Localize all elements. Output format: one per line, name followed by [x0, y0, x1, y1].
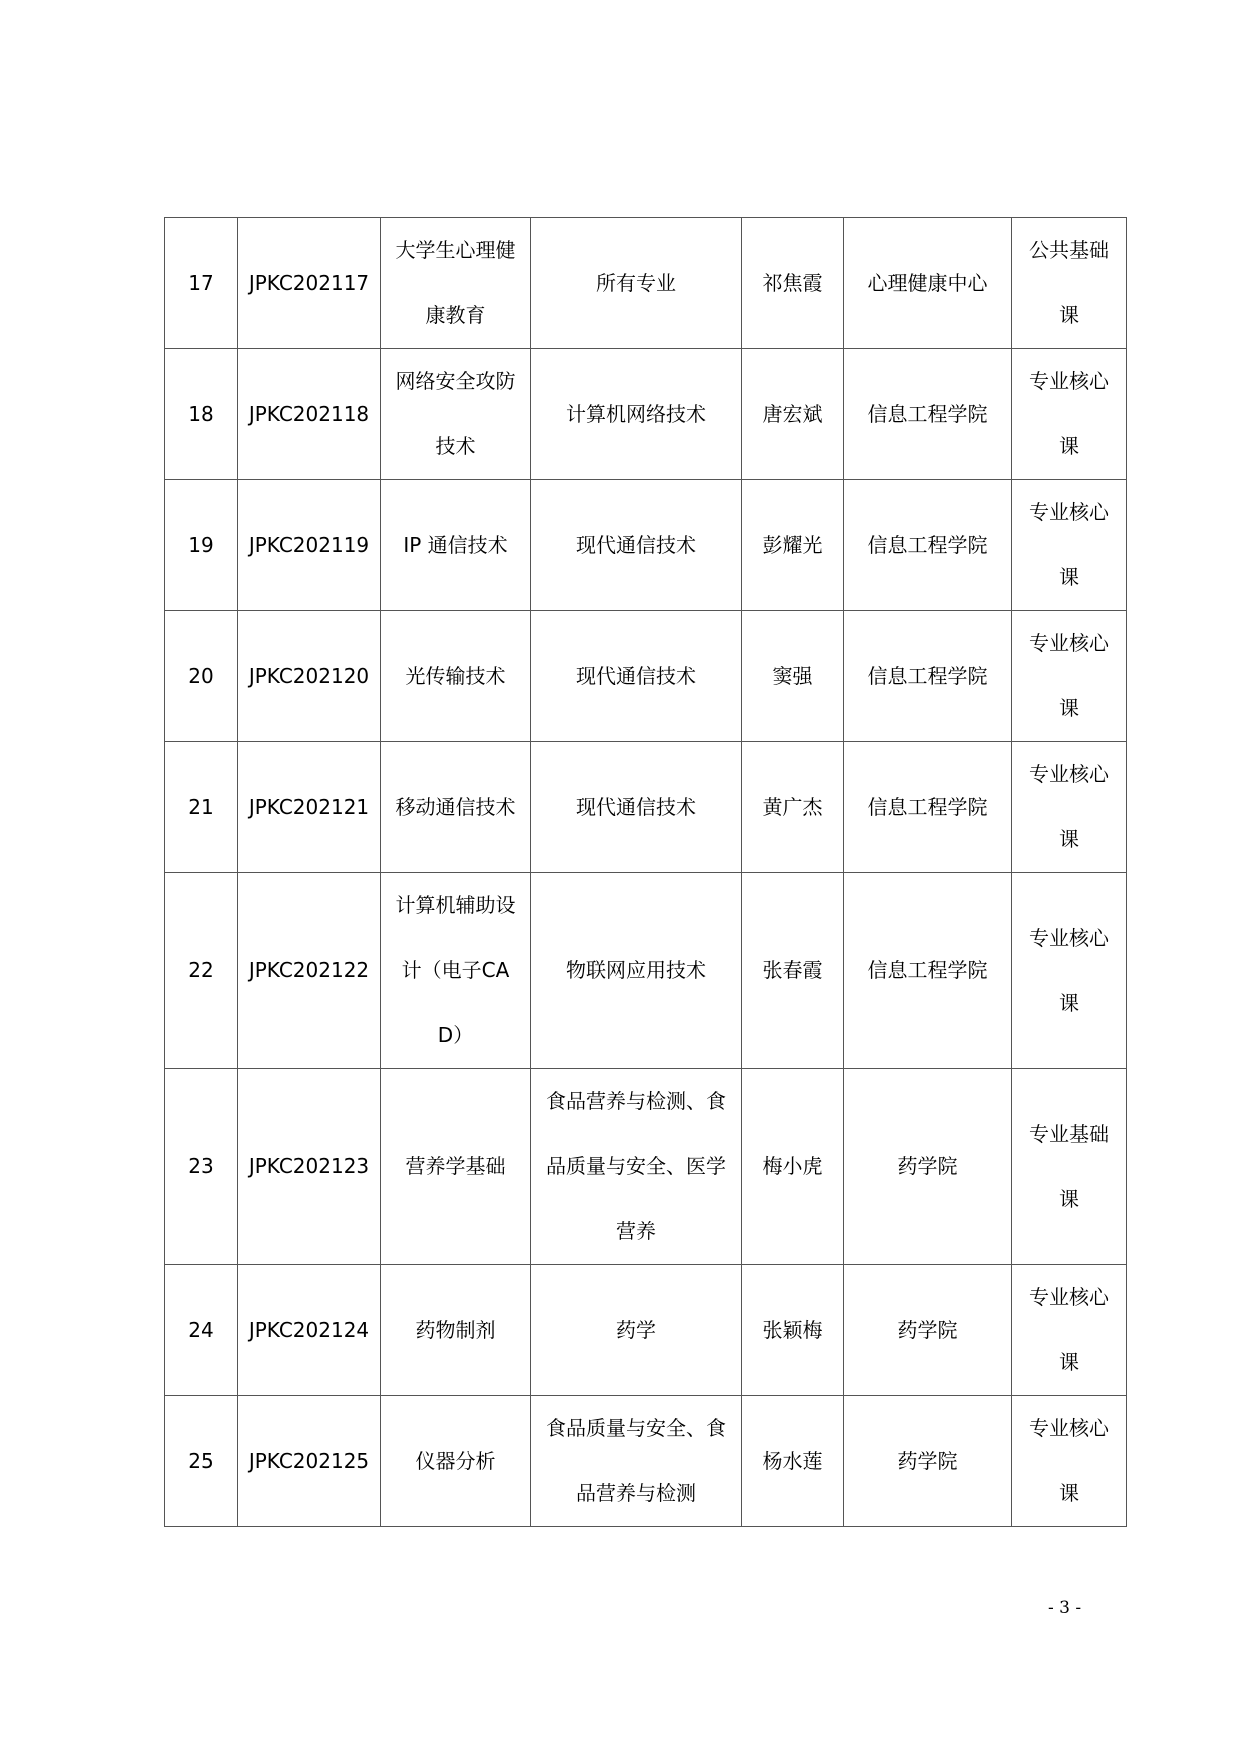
major-name-cell: 物联网应用技术: [531, 873, 742, 1069]
course-code-cell: JPKC202123: [238, 1069, 381, 1265]
course-type-cell: 专业核心课: [1012, 349, 1127, 480]
college-name-cell: 信息工程学院: [844, 873, 1012, 1069]
course-type-cell: 公共基础课: [1012, 218, 1127, 349]
row-number-cell: 23: [165, 1069, 238, 1265]
college-name-cell: 信息工程学院: [844, 349, 1012, 480]
major-name-cell: 计算机网络技术: [531, 349, 742, 480]
table-row: [165, 873, 1127, 1069]
row-number-cell: 22: [165, 873, 238, 1069]
teacher-name-cell: 张春霞: [742, 873, 844, 1069]
course-name-cell: 仪器分析: [381, 1396, 531, 1527]
college-name-cell: 信息工程学院: [844, 742, 1012, 873]
course-code-cell: JPKC202117: [238, 218, 381, 349]
table-row: [165, 611, 1127, 742]
course-code-cell: JPKC202125: [238, 1396, 381, 1527]
college-name-cell: 信息工程学院: [844, 611, 1012, 742]
course-type-cell: 专业核心课: [1012, 873, 1127, 1069]
table-row: [165, 1396, 1127, 1527]
college-name-cell: 药学院: [844, 1265, 1012, 1396]
course-type-cell: 专业核心课: [1012, 742, 1127, 873]
course-code-cell: JPKC202119: [238, 480, 381, 611]
teacher-name-cell: 杨水莲: [742, 1396, 844, 1527]
table-body: [165, 218, 1127, 1527]
course-name-cell: 网络安全攻防技术: [381, 349, 531, 480]
row-number-cell: 17: [165, 218, 238, 349]
course-name-cell: 光传输技术: [381, 611, 531, 742]
teacher-name-cell: 彭耀光: [742, 480, 844, 611]
teacher-name-cell: 窦强: [742, 611, 844, 742]
college-name-cell: 信息工程学院: [844, 480, 1012, 611]
row-number-cell: 18: [165, 349, 238, 480]
table-row: [165, 1069, 1127, 1265]
row-number-cell: 20: [165, 611, 238, 742]
college-name-cell: 药学院: [844, 1396, 1012, 1527]
course-type-cell: 专业核心课: [1012, 1396, 1127, 1527]
course-name-cell: 移动通信技术: [381, 742, 531, 873]
course-table: [164, 217, 1127, 1527]
row-number-cell: 19: [165, 480, 238, 611]
teacher-name-cell: 张颖梅: [742, 1265, 844, 1396]
college-name-cell: 药学院: [844, 1069, 1012, 1265]
college-name-cell: 心理健康中心: [844, 218, 1012, 349]
row-number-cell: 24: [165, 1265, 238, 1396]
course-type-cell: 专业基础课: [1012, 1069, 1127, 1265]
teacher-name-cell: 唐宏斌: [742, 349, 844, 480]
table-row: [165, 742, 1127, 873]
course-code-cell: JPKC202121: [238, 742, 381, 873]
major-name-cell: 现代通信技术: [531, 742, 742, 873]
course-type-cell: 专业核心课: [1012, 480, 1127, 611]
row-number-cell: 25: [165, 1396, 238, 1527]
course-name-cell: 大学生心理健康教育: [381, 218, 531, 349]
major-name-cell: 所有专业: [531, 218, 742, 349]
teacher-name-cell: 祁焦霞: [742, 218, 844, 349]
major-name-cell: 现代通信技术: [531, 611, 742, 742]
table-row: [165, 218, 1127, 349]
course-name-cell: IP 通信技术: [381, 480, 531, 611]
row-number-cell: 21: [165, 742, 238, 873]
teacher-name-cell: 黄广杰: [742, 742, 844, 873]
course-code-cell: JPKC202122: [238, 873, 381, 1069]
course-name-cell: 营养学基础: [381, 1069, 531, 1265]
course-code-cell: JPKC202124: [238, 1265, 381, 1396]
page-number: - 3 -: [1048, 1598, 1082, 1618]
course-name-cell: 计算机辅助设计（电子CAD）: [381, 873, 531, 1069]
major-name-cell: 食品质量与安全、食品营养与检测: [531, 1396, 742, 1527]
major-name-cell: 食品营养与检测、食品质量与安全、医学营养: [531, 1069, 742, 1265]
table-row: [165, 480, 1127, 611]
teacher-name-cell: 梅小虎: [742, 1069, 844, 1265]
course-code-cell: JPKC202118: [238, 349, 381, 480]
major-name-cell: 药学: [531, 1265, 742, 1396]
course-name-cell: 药物制剂: [381, 1265, 531, 1396]
table-row: [165, 349, 1127, 480]
course-type-cell: 专业核心课: [1012, 611, 1127, 742]
course-type-cell: 专业核心课: [1012, 1265, 1127, 1396]
course-code-cell: JPKC202120: [238, 611, 381, 742]
major-name-cell: 现代通信技术: [531, 480, 742, 611]
table-row: [165, 1265, 1127, 1396]
